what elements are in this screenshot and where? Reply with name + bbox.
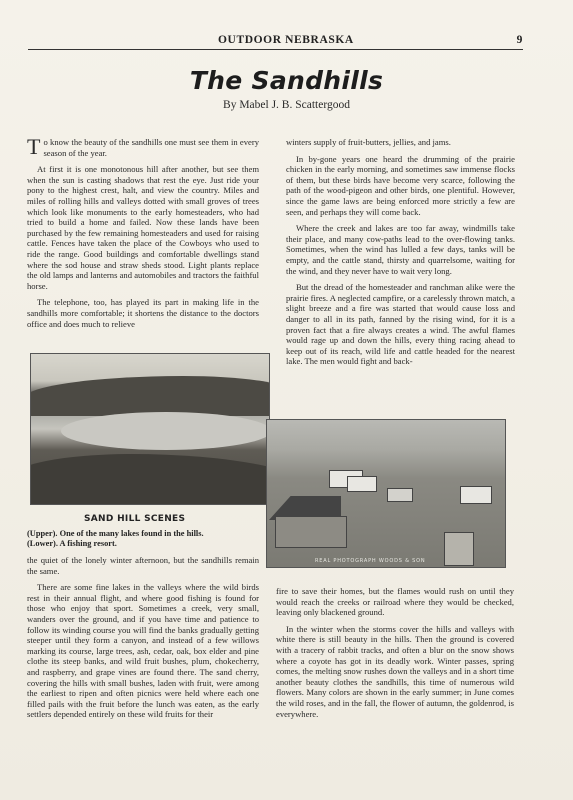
drop-cap: T: [27, 134, 41, 159]
left-column-bottom: [27, 555, 259, 726]
left-column-top: [27, 134, 259, 335]
article-title: The Sandhills: [189, 66, 384, 95]
lake-water: [61, 412, 270, 450]
foreground-hill: [30, 454, 270, 505]
resort-building: [460, 486, 492, 504]
distant-hills: [30, 376, 270, 416]
fishing-resort-photo: [266, 419, 506, 568]
paragraph: the quiet of the lonely winter afternoon, but the sandhills remain the same.: [27, 555, 259, 576]
figure-caption: [27, 529, 204, 550]
paragraph: At first it is one monotonous hill after another, but see them when the sun is casting shadows that rest the eye. Just ride your pony to the highest crest, halt, and view the country. Miles and miles of rolling hills and valleys dotted with small groves of trees which look like monuments to the early homesteaders, who had tried to build a home and failed. Now these lands have been purchased by the few remaining homesteaders and used for raising cattle. Fences have taken the place of the Cowboys who used to ride the range. Good buildings and comfortable dwellings stand where the sod house and straw sheds stood. Light plants replace the old lamps and lanterns and automobiles and tractors the faithful horse.: [27, 164, 259, 291]
cabin: [275, 516, 347, 548]
paragraph-text: o know the beauty of the sandhills one must see them in every season of the year.: [43, 137, 259, 158]
figure-caption-title: SAND HILL SCENES: [84, 514, 186, 524]
article-byline: By Mabel J. B. Scattergood: [223, 99, 350, 111]
paragraph: But the dread of the homesteader and ranchman alike were the prairie fires. A neglected campfire, or a carelessly thrown match, a slight breeze and a fire was started that would cause loss and danger to all in its path, fanned by the rising wind, for it is a proven fact that a fire always creates a wind. The awful flames would rage up and down the hills, every thing racing ahead to keep out of its reach, wild life and cattle headed for the nearest lake. The men would fight and back-: [286, 282, 515, 367]
resort-building: [347, 476, 377, 492]
photo-watermark: REAL PHOTOGRAPH WOODS & SON: [315, 558, 426, 564]
opening-paragraph: [27, 134, 259, 159]
caption-upper: (Upper). One of the many lakes found in the hills.: [27, 529, 204, 538]
paragraph: There are some fine lakes in the valleys where the wild birds rest in their annual flight, and where good fishing is found for those who enjoy that sport. Sometimes a creek, very small, wanders over the ground, and if you have time and patience to follow its winding course you will find the banks gradually getting steeper until they form a canyon, and instead of a few willows marking its course, large trees, ash, cedar, oak, box elder and pine clothe its steep banks, and wild fruit bushes, plum, chokecherry, and raspberry, and grape vines are found there. The sand cherry, covering the hills with small bushes, laden with fruit, were among the earliest to ripen and often picnics were held where each one filled pails with the fruit before the lunch was eaten, as the early settlers depended entirely on these wild fruits for their: [27, 582, 259, 720]
paragraph: winters supply of fruit-butters, jellies, and jams.: [286, 137, 451, 147]
page-number: 9: [516, 34, 523, 46]
paragraph: In the winter when the storms cover the hills and valleys with white there is still beauty in the hills. Then the ground is covered with a tracery of rabbit tracks, and often a blur on the snow shows where a coyote has got in its deadly work. Winter passes, spring comes, the melting snow rushes down the valleys and in a short time another beauty clothes the sandhills, this time of numerous wild flowers. Many colors are shown in the early summer; in June comes the wild roses, and in the fall, the flower of autumn, the goldenrod, is everywhere.: [276, 623, 514, 719]
paragraph: Where the creek and lakes are too far away, windmills take their place, and many cow-paths lead to the over-flowing tanks. Sometimes, when the wind has lulled a few days, tanks will be empty, and the cattle stand, thirsty and quarrelsome, waiting for the wind, and they never have to wait very long.: [286, 223, 515, 276]
paragraph: The telephone, too, has played its part in making life in the sandhills more comfortable; it shortens the distance to the doctors office and does much to relieve: [27, 297, 259, 329]
paragraph: fire to save their homes, but the flames would rush on until they would reach the creeks or railroad where they would be checked, leaving only blackened ground.: [276, 586, 514, 618]
paragraph: In by-gone years one heard the drumming of the prairie chicken in the early morning, and sometimes saw immense flocks of them, but these birds have become very scarce, following the path of the wood-pigeon and other birds, one plentiful. However, since the game laws are being enforced more strictly a few are seen, and perhaps they will come back.: [286, 153, 515, 217]
right-column-bottom: [276, 586, 514, 725]
tent: [387, 488, 413, 502]
running-header: [28, 34, 523, 50]
shed: [444, 532, 474, 566]
right-column-top: [286, 137, 515, 373]
caption-lower: (Lower). A fishing resort.: [27, 539, 117, 549]
lake-photo: [30, 353, 270, 505]
publication-name: OUTDOOR NEBRASKA: [218, 34, 354, 46]
